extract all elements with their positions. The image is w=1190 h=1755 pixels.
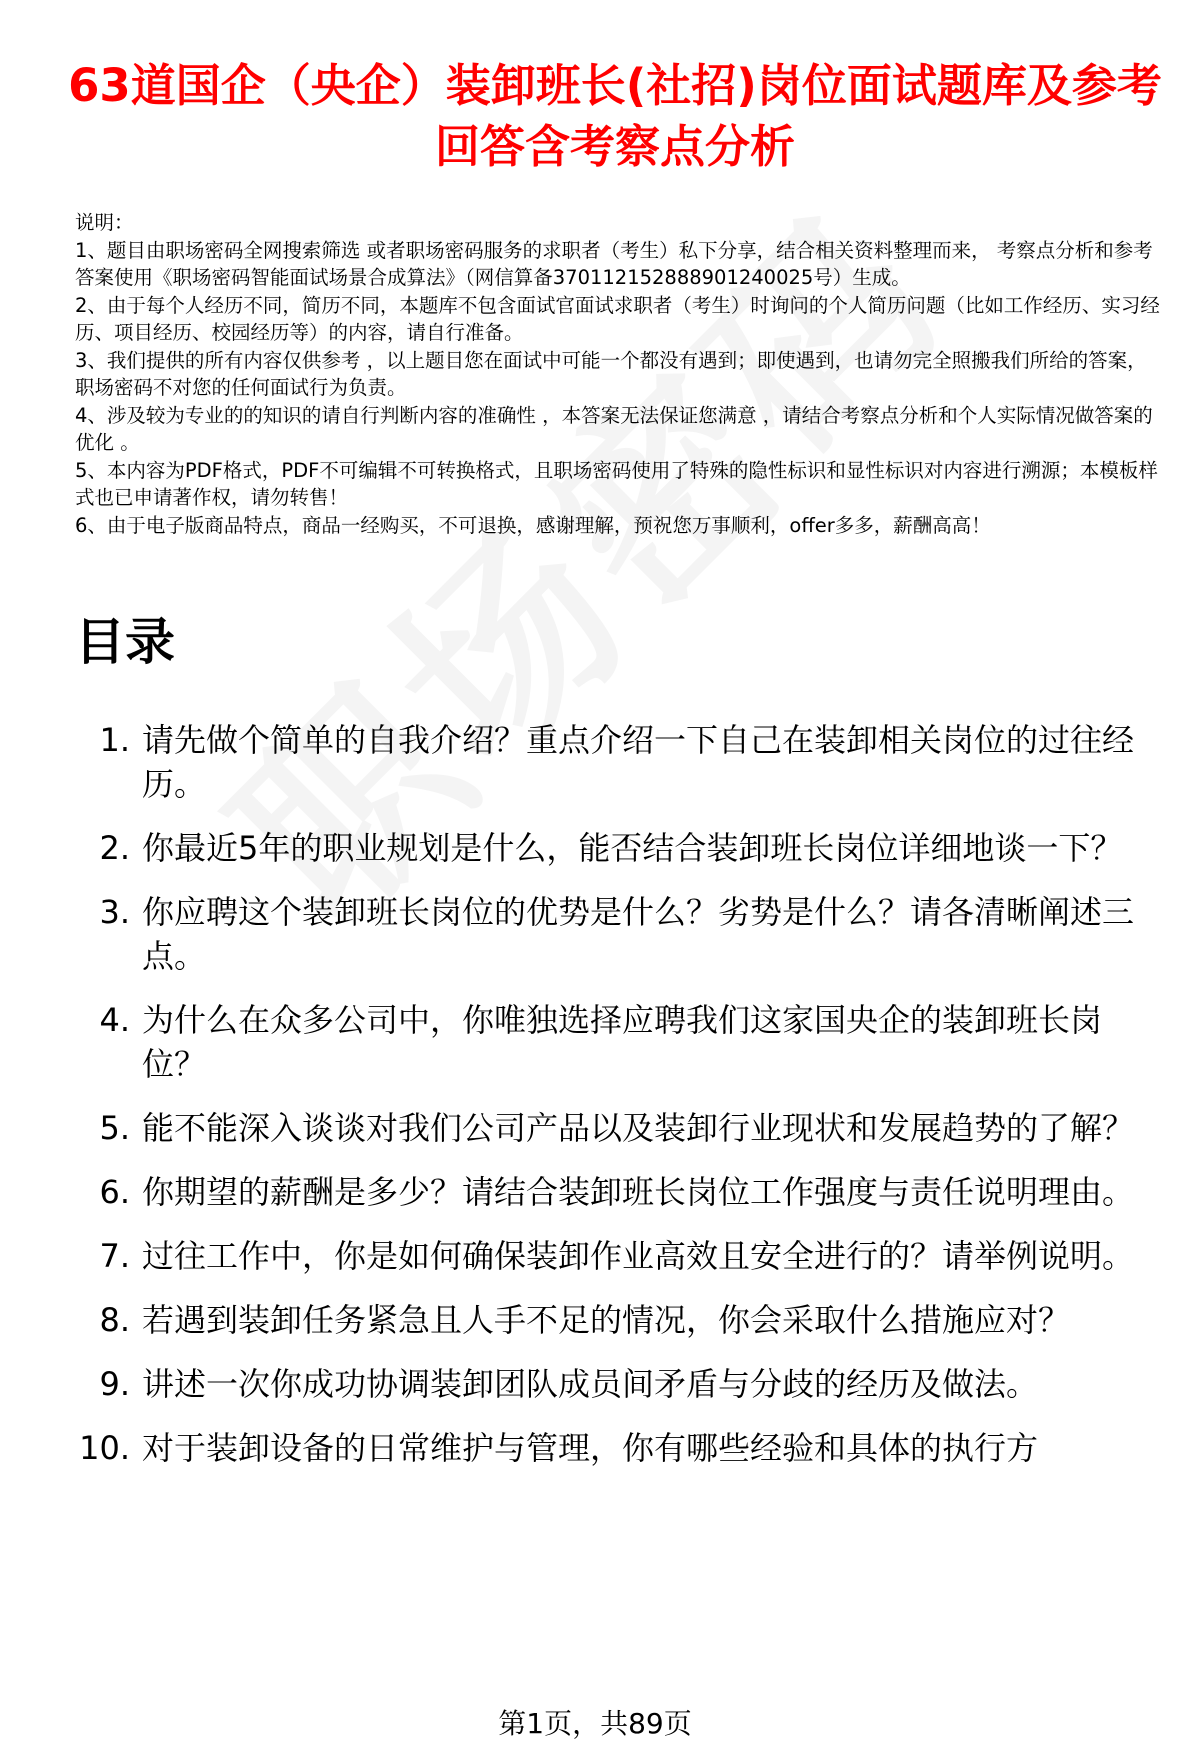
toc-item[interactable] (60, 1234, 1170, 1278)
toc-item-number: 8. (99, 1301, 130, 1339)
toc-item[interactable] (60, 1426, 1170, 1470)
toc-item-text: 对于装卸设备的日常维护与管理，你有哪些经验和具体的执行方 (142, 1429, 1039, 1467)
toc-item[interactable] (60, 1362, 1170, 1406)
page-footer: 第1页，共89页 (498, 1707, 692, 1740)
document-title: 63道国企（央企）装卸班长(社招)岗位面试题库及参考回答含考察点分析 (68, 59, 1162, 173)
toc-item-text: 你期望的薪酬是多少？请结合装卸班长岗位工作强度与责任说明理由。 (142, 1173, 1135, 1211)
toc-item-text: 讲述一次你成功协调装卸团队成员间矛盾与分歧的经历及做法。 (142, 1365, 1039, 1403)
toc-item-text: 过往工作中，你是如何确保装卸作业高效且安全进行的？请举例说明。 (142, 1237, 1135, 1275)
note-item-6: 6、由于电子版商品特点，商品一经购买，不可退换，感谢理解，预祝您万事顺利，offer多多，薪酬高高！ (75, 513, 991, 537)
note-item-3: 3、我们提供的所有内容仅供参考 ，以上题目您在面试中可能一个都没有遇到；即使遇到，也请勿完全照搬我们所给的答案，职场密码不对您的任何面试行为负责。 (75, 348, 1147, 399)
toc-item-number: 3. (99, 893, 130, 931)
toc-item-text: 能不能深入谈谈对我们公司产品以及装卸行业现状和发展趋势的了解？ (142, 1109, 1135, 1147)
toc-item-number: 9. (99, 1365, 130, 1403)
toc-item-number: 4. (99, 1001, 130, 1039)
toc-item-text: 为什么在众多公司中，你唯独选择应聘我们这家国央企的装卸班长岗位？ (142, 1001, 1103, 1083)
toc-item[interactable] (60, 1298, 1170, 1342)
toc-item-text: 请先做个简单的自我介绍？重点介绍一下自己在装卸相关岗位的过往经历。 (142, 721, 1135, 803)
toc-item[interactable] (60, 1106, 1170, 1150)
toc-item-text: 若遇到装卸任务紧急且人手不足的情况，你会采取什么措施应对？ (142, 1301, 1071, 1339)
notes-section (75, 209, 1165, 539)
notes-heading: 说明： (75, 211, 134, 234)
toc-item-text: 你应聘这个装卸班长岗位的优势是什么？劣势是什么？请各清晰阐述三点。 (142, 893, 1135, 975)
toc-item-number: 5. (99, 1109, 130, 1147)
toc-item-number: 2. (99, 829, 130, 867)
toc-item[interactable] (60, 890, 1170, 978)
toc-list (60, 718, 1170, 1470)
toc-item-number: 6. (99, 1173, 130, 1211)
toc-item-number: 7. (99, 1237, 130, 1275)
note-item-5: 5、本内容为PDF格式，PDF不可编辑不可转换格式，且职场密码使用了特殊的隐性标识和显性标识对内容进行溯源；本模板样式也已申请著作权，请勿转售！ (75, 458, 1158, 509)
note-item-2: 2、由于每个人经历不同，简历不同，本题库不包含面试官面试求职者（考生）时询问的个人简历问题（比如工作经历、实习经历、项目经历、校园经历等）的内容，请自行准备。 (75, 293, 1160, 344)
note-item-4: 4、涉及较为专业的的知识的请自行判断内容的准确性 ，本答案无法保证您满意 ，请结合考察点分析和个人实际情况做答案的优化 。 (75, 403, 1153, 454)
toc-item[interactable] (60, 1170, 1170, 1214)
toc-item[interactable] (60, 998, 1170, 1086)
toc-item-text: 你最近5年的职业规划是什么，能否结合装卸班长岗位详细地谈一下？ (142, 829, 1123, 867)
toc-item[interactable] (60, 826, 1170, 870)
toc-item-number: 1. (99, 721, 130, 759)
toc-item-number: 10. (79, 1429, 130, 1467)
toc-item[interactable] (60, 718, 1170, 806)
toc-heading: 目录 (75, 613, 175, 671)
note-item-1: 1、题目由职场密码全网搜索筛选 或者职场密码服务的求职者（考生）私下分享，结合相关资料整理而来， 考察点分析和参考答案使用《职场密码智能面试场景合成算法》（网信算备370112152888901240025号）生成。 (75, 238, 1153, 289)
